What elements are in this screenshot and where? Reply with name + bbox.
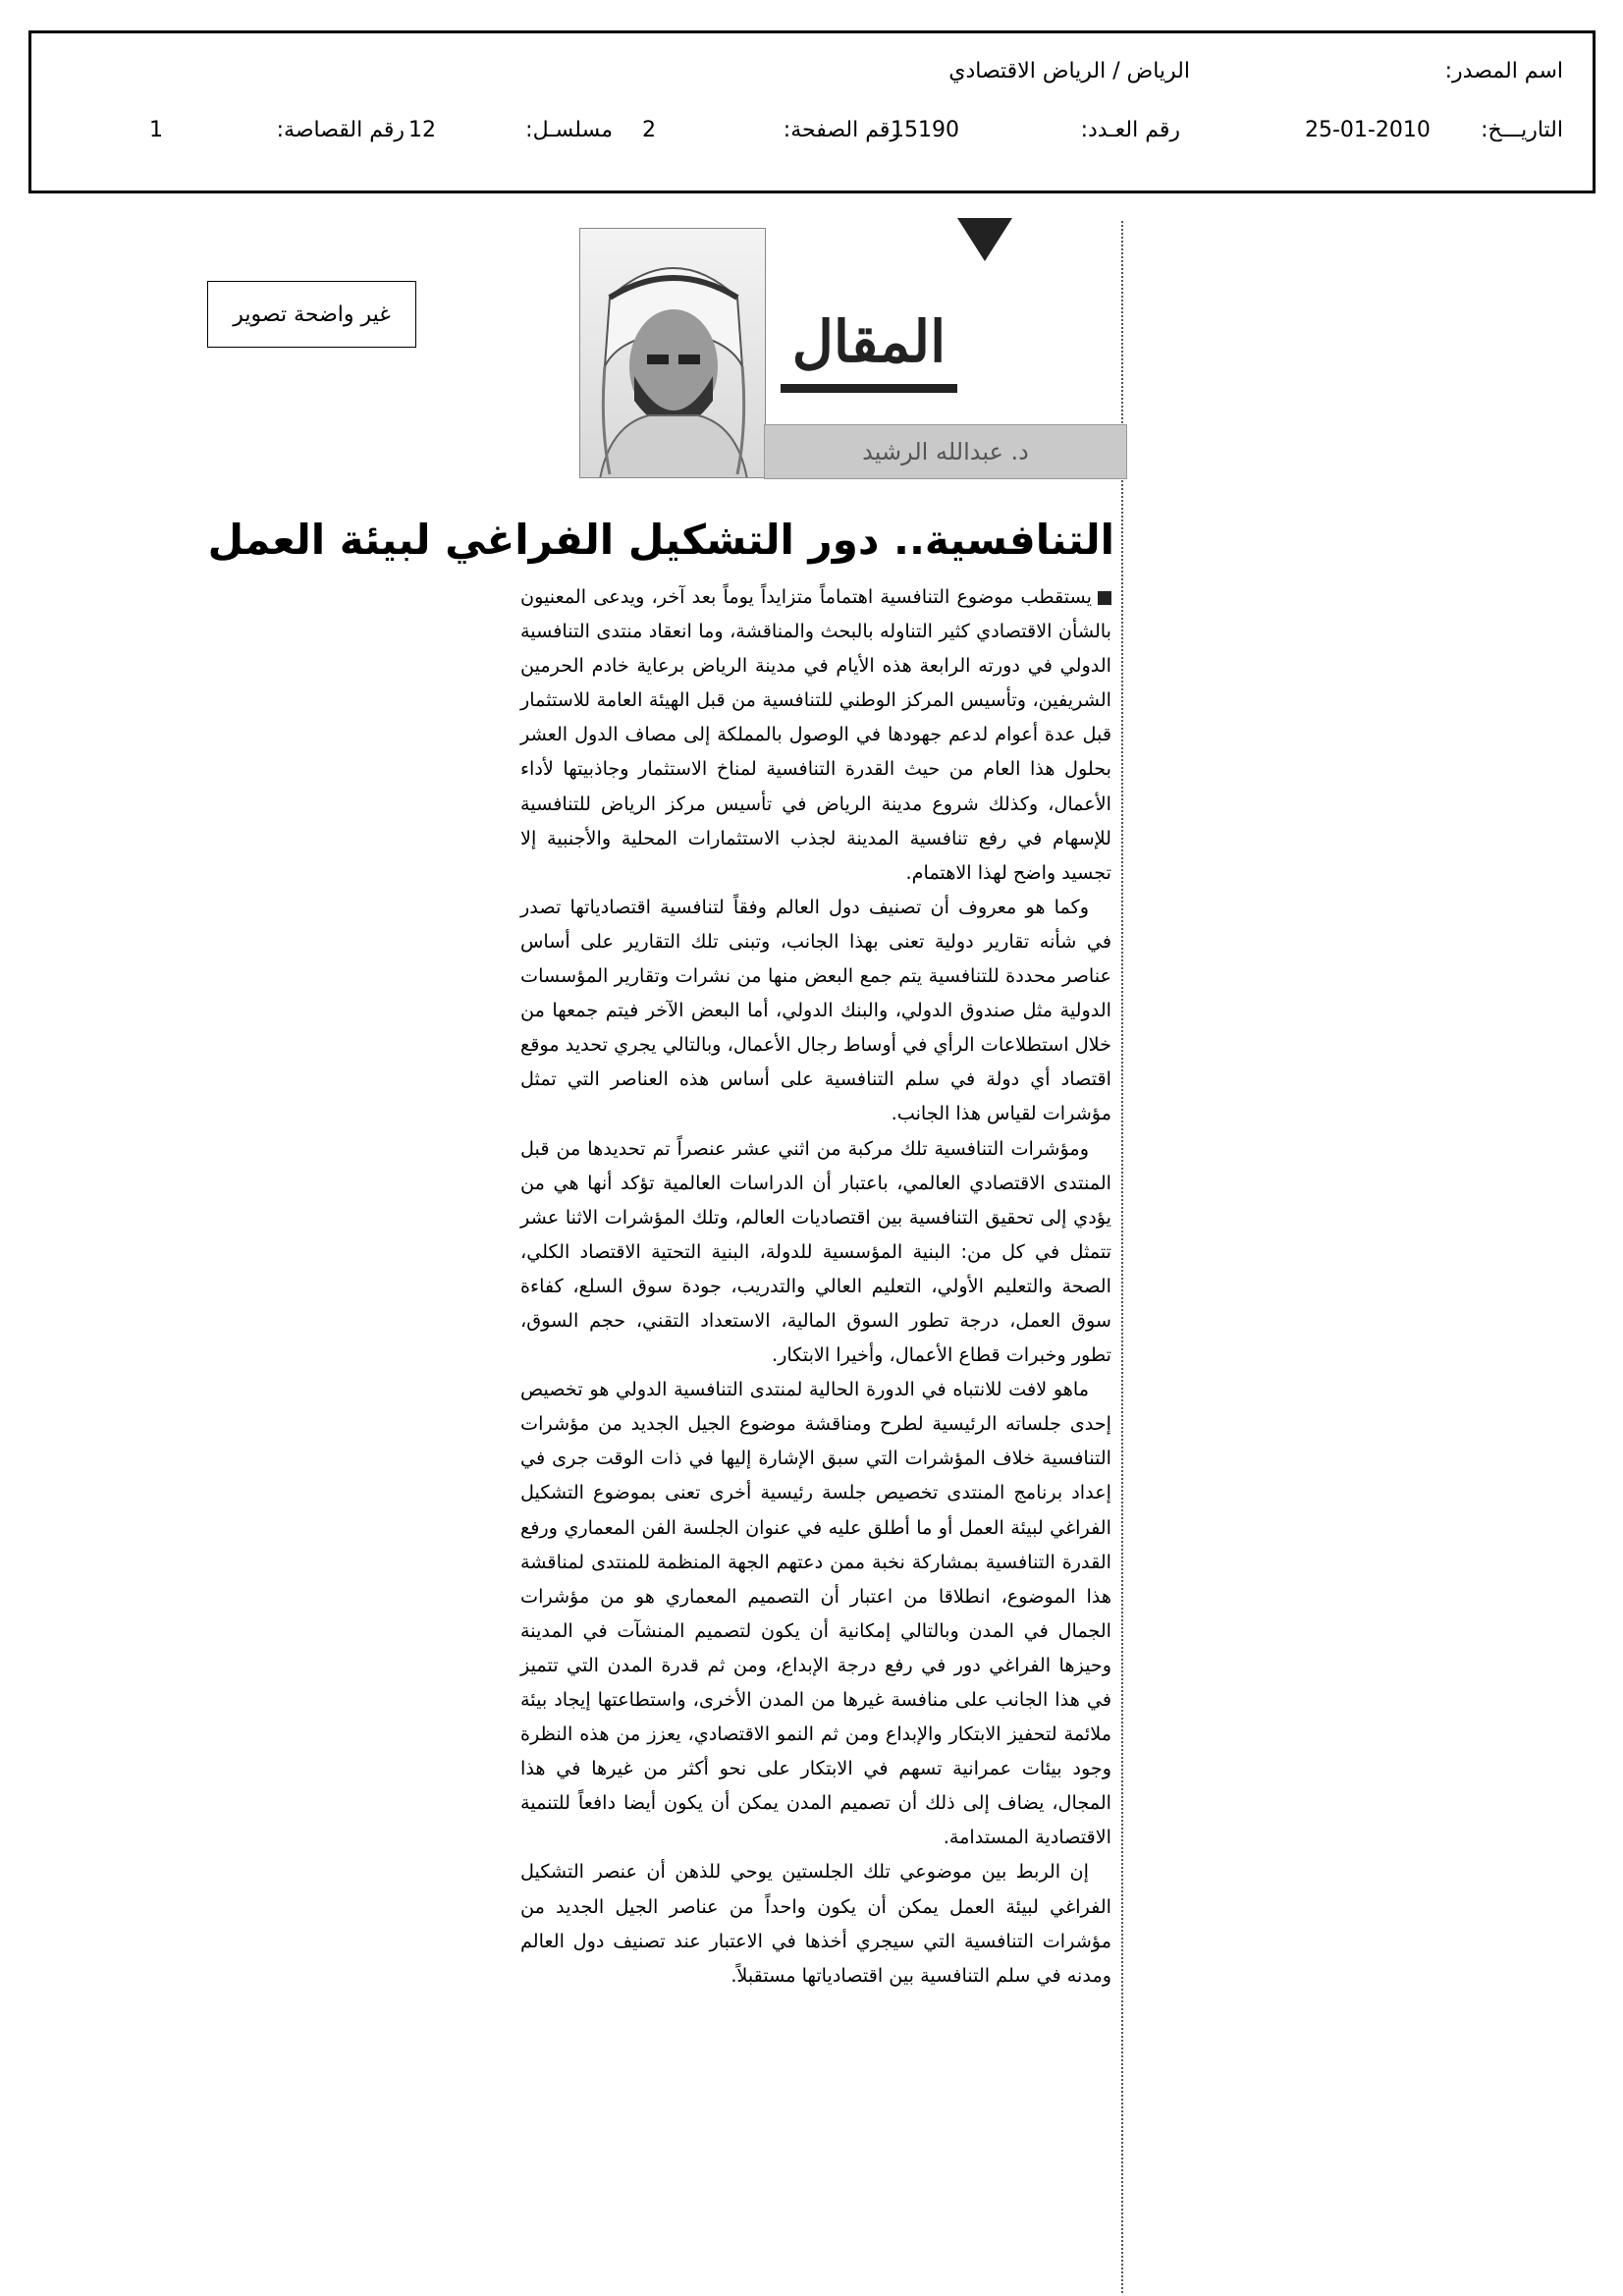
column-logo <box>776 285 962 393</box>
author-byline <box>764 424 1127 479</box>
article-title: التنافسية.. دور التشكيل الفراغي لبيئة العمل <box>207 516 1114 564</box>
article-body <box>520 579 1111 1993</box>
clip-value: 1 <box>149 118 163 142</box>
page-label: رقم الصفحة: <box>783 118 900 142</box>
paragraph-text: يستقطب موضوع التنافسية اهتماماً متزايداً يوماً بعد آخر، ويدعى المعنيون بالشأن الاقتصادي كثير التناوله بالبحث والمناقشة، وما انعقاد منتدى التنافسية الدولي في دورته الرابعة هذه الأيام في مدينة الرياض برعاية خادم الحرمين الشريفين، وتأسيس المركز الوطني للتنافسية من قبل الهيئة العامة للاستثمار قبل عدة أعوام لدعم جهودها في الوصول بالمملكة إلى مصاف الدول العشر بحلول هذا العام من حيث القدرة التنافسية لمناخ الاستثمار وجاذبيتها لأداء الأعمال، وكذلك شروع مدينة الرياض في تأسيس مركز الرياض للتنافسية للإسهام في رفع تنافسية المدينة لجذب الاستثمارات المحلية والأجنبية إلا تجسيد واضح لهذا الاهتمام. <box>520 585 1111 884</box>
clip-label: رقم القصاصة: <box>276 118 405 142</box>
article-paragraph: ماهو لافت للانتباه في الدورة الحالية لمنتدى التنافسية الدولي هو تخصيص إحدى جلساته الرئيسية لطرح ومناقشة موضوع الجيل الجديد من مؤشرات التنافسية خلاف المؤشرات التي سبق الإشارة إليها في ذات الوقت جرى في إعداد برنامج المنتدى تخصيص جلسة رئيسية أخرى تعنى بموضوع التشكيل الفراغي لبيئة العمل أو ما أطلق عليه في عنوان الجلسة الفن المعماري ورفع القدرة التنافسية بمشاركة نخبة ممن دعتهم الجهة المنظمة للمنتدى لمناقشة هذا الموضوع، انطلاقا من اعتبار أن التصميم المعماري هو من مؤشرات الجمال في المدن وبالتالي إمكانية أن يكون لتصميم المنشآت في المدينة وحيزها الفراغي دور في رفع درجة الإبداع، ومن ثم قدرة المدن التي تتميز في هذا الجانب على منافسة غيرها من المدن الأخرى، واستطاعتها إيجاد بيئة ملائمة لتحفيز الابتكار والإبداع ومن ثم النمو الاقتصادي، يعزز من هذه النظرة وجود بيئات عمرانية تسهم في الابتكار على نحو أكثر من غيرها في هذا المجال، يضاف إلى ذلك أن تصميم المدن يمكن أن يكون أيضا دافعاً للتنمية الاقتصادية المستدامة. <box>520 1378 1111 1849</box>
badge-text: غير واضحة تصوير <box>233 301 391 327</box>
article-paragraph <box>520 579 1111 890</box>
source-label: اسم المصدر: <box>1444 59 1563 83</box>
unclear-copy-badge <box>207 281 416 348</box>
date-value: 25-01-2010 <box>1305 118 1431 142</box>
serial-value: 12 <box>408 118 436 142</box>
page-value: 2 <box>642 118 656 142</box>
author-name: د. عبدالله الرشيد <box>862 438 1029 465</box>
column-divider <box>1121 221 1123 2293</box>
article-paragraph: ومؤشرات التنافسية تلك مركبة من اثني عشر عنصراً تم تحديدها من قبل المنتدى الاقتصادي العالمي، باعتبار أن الدراسات العالمية تؤكد أنها هي من يؤدي إلى تحقيق التنافسية بين اقتصاديات العالم، وتلك المؤشرات الاثنا عشر تتمثل في كل من: البنية المؤسسية للدولة، البنية التحتية الاقتصاد الكلي، الصحة والتعليم الأولي، التعليم العالي والتدريب، جودة سوق السلع، كفاءة سوق العمل، درجة تطور السوق المالية، الاستعداد التقني، حجم السوق، تطور وخبرات قطاع الأعمال، وأخيرا الابتكار. <box>520 1136 1111 1367</box>
serial-label: مسلسـل: <box>525 118 613 142</box>
bullet-icon <box>1098 591 1111 605</box>
source-value: الرياض / الرياض الاقتصادي <box>948 59 1190 83</box>
date-label: التاريـــخ: <box>1481 118 1563 142</box>
column-name: المقال <box>791 308 947 375</box>
source-info-header <box>28 30 1596 193</box>
author-portrait-icon <box>580 229 766 478</box>
issue-value: 15190 <box>891 118 959 142</box>
author-portrait <box>579 228 766 478</box>
article-paragraph: إن الربط بين موضوعي تلك الجلستين يوحي للذهن أن عنصر التشكيل الفراغي لبيئة العمل يمكن أن يكون واحداً من عناصر الجيل الجديد من مؤشرات التنافسية التي سيجري أخذها في الاعتبار عند تصنيف دول العالم ومدنه في سلم التنافسية بين اقتصادياتها مستقبلاً. <box>520 1860 1111 1987</box>
article-paragraph: وكما هو معروف أن تصنيف دول العالم وفقاً لتنافسية اقتصادياتها تصدر في شأنه تقارير دولية تعنى بهذا الجانب، وتبنى تلك التقارير على أساس عناصر محددة للتنافسية يتم جمع البعض منها من نشرات وتقارير المؤسسات الدولية مثل صندوق الدولي، والبنك الدولي، أما البعض الآخر فيتم جمعها من خلال استطلاعات الرأي في أوساط رجال الأعمال، وبالتالي يجري تحديد موقع اقتصاد أي دولة في سلم التنافسية على أساس هذه العناصر التي تمثل مؤشرات لقياس هذا الجانب. <box>520 895 1111 1125</box>
column-logo-underline <box>781 384 957 393</box>
issue-label: رقم العـدد: <box>1080 118 1180 142</box>
column-marker-triangle <box>957 218 1012 261</box>
